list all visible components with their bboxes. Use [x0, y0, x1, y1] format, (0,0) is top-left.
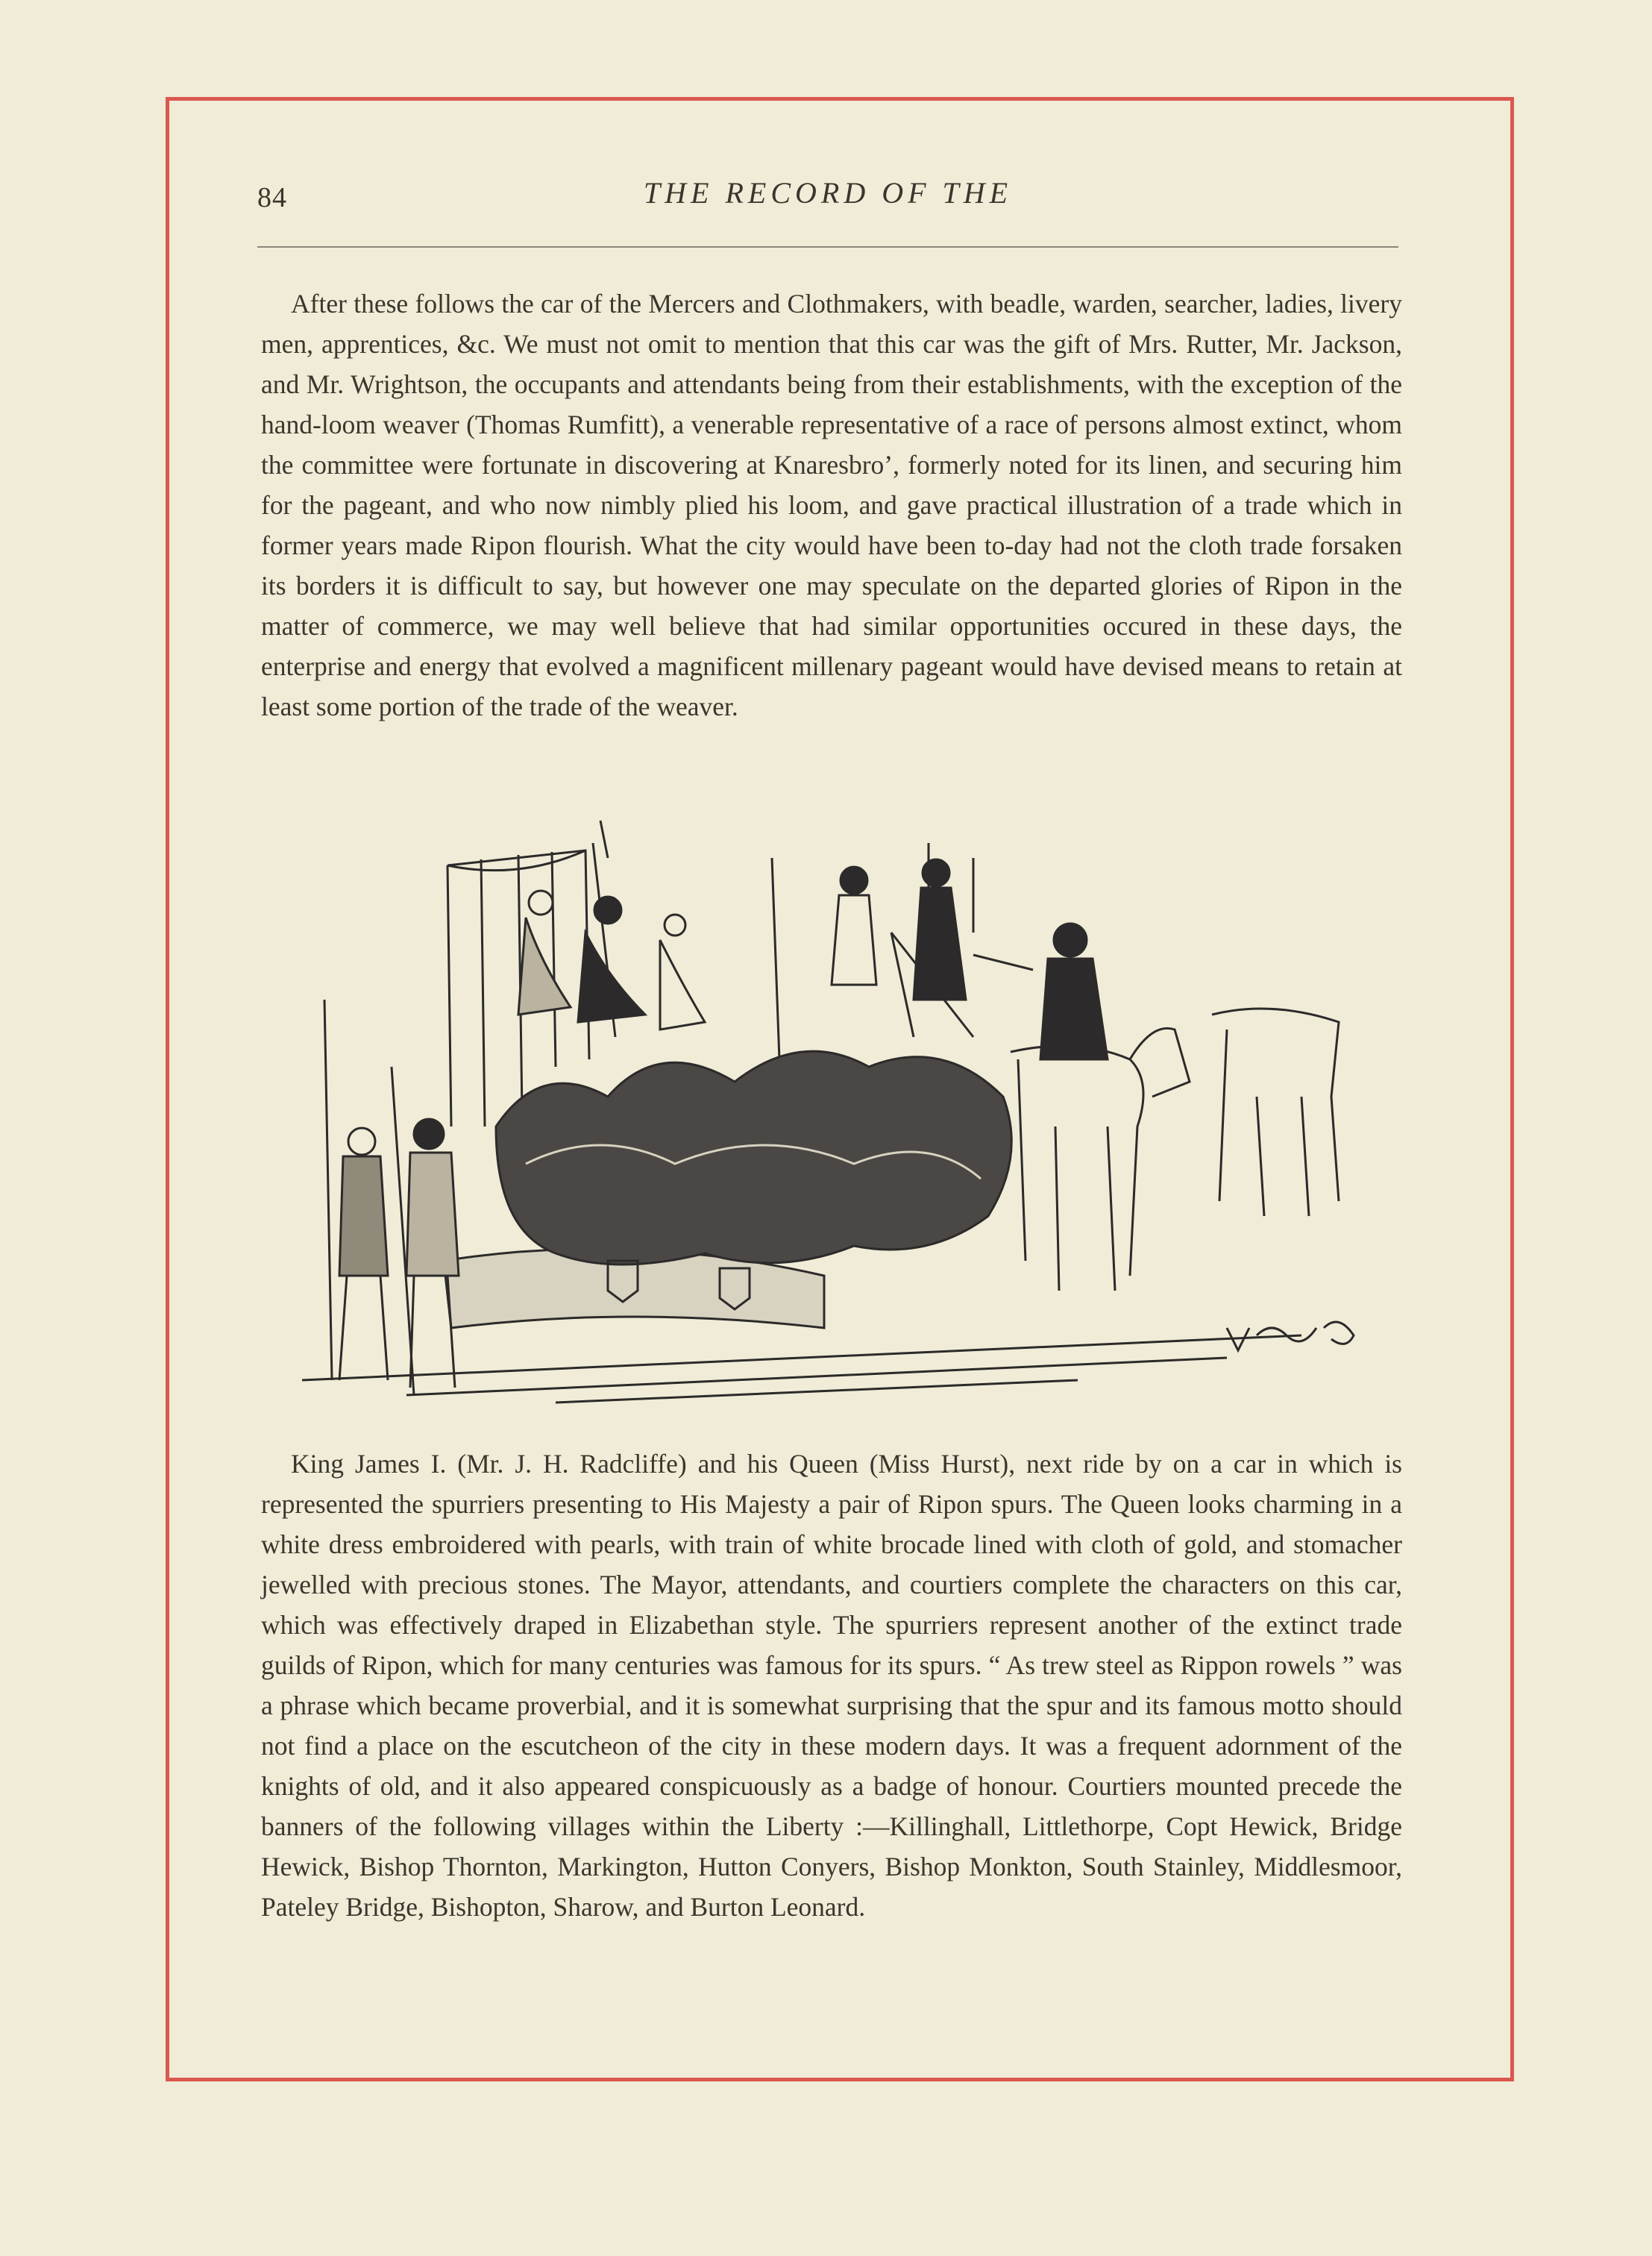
- header-rule: [257, 246, 1398, 248]
- running-title: THE RECORD OF THE: [643, 176, 1013, 210]
- paragraph-king-james: King James I. (Mr. J. H. Radcliffe) and his Queen (Miss Hurst), next ride by on a car in which is represented the spurriers presenting to His Majesty a pair of Ripon spurs. The Queen looks charming in a white dress embroidered with pearls, with train of white brocade lined with cloth of gold, and stomacher jewelled with precious stones. The Mayor, attendants, and courtiers complete the characters on this car, which was effectively draped in Elizabethan style. The spurriers represent another of the extinct trade guilds of Ripon, which for many centuries was famous for its spurs. “ As trew steel as Rippon rowels ” was a phrase which became proverbial, and it is somewhat surprising that the spur and its famous motto should not find a place on the escutcheon of the city in these modern days. It was a frequent adornment of the knights of old, and it also appeared conspicuously as a badge of honour. Courtiers mounted precede the banners of the following villages within the Liberty :—Killinghall, Littlethorpe, Copt Hewick, Bridge Hewick, Bishop Thornton, Markington, Hutton Conyers, Bishop Monkton, South Stainley, Middlesmoor, Pateley Bridge, Bishopton, Sharow, and Burton Leonard.: [261, 1449, 1402, 1922]
- running-head: [257, 168, 1398, 220]
- pageant-car-illustration: [257, 813, 1384, 1417]
- pageant-drawing: [257, 813, 1384, 1417]
- page-number: 84: [257, 182, 287, 213]
- paragraph-mercers-clothmakers: After these follows the car of the Mercers and Clothmakers, with beadle, warden, searcher, ladies, livery men, apprentices, &c. We must not omit to mention that this car was the gift of Mrs. Rutter, Mr. Jackson, and Mr. Wrightson, the occupants and attendants being from their establishments, with the exception of the hand-loom weaver (Thomas Rumfitt), a venerable representative of a race of persons almost extinct, whom the committee were fortunate in discovering at Knaresbro’, formerly noted for its linen, and securing him for the pageant, and who now nimbly plied his loom, and gave practical illustration of a trade which in former years made Ripon flourish. What the city would have been to-day had not the cloth trade forsaken its borders it is difficult to say, but however one may speculate on the departed glories of Ripon in the matter of commerce, we may well believe that had similar opportunities occured in these days, the enterprise and energy that evolved a magnificent millenary pageant would have devised means to retain at least some portion of the trade of the weaver.: [261, 289, 1402, 721]
